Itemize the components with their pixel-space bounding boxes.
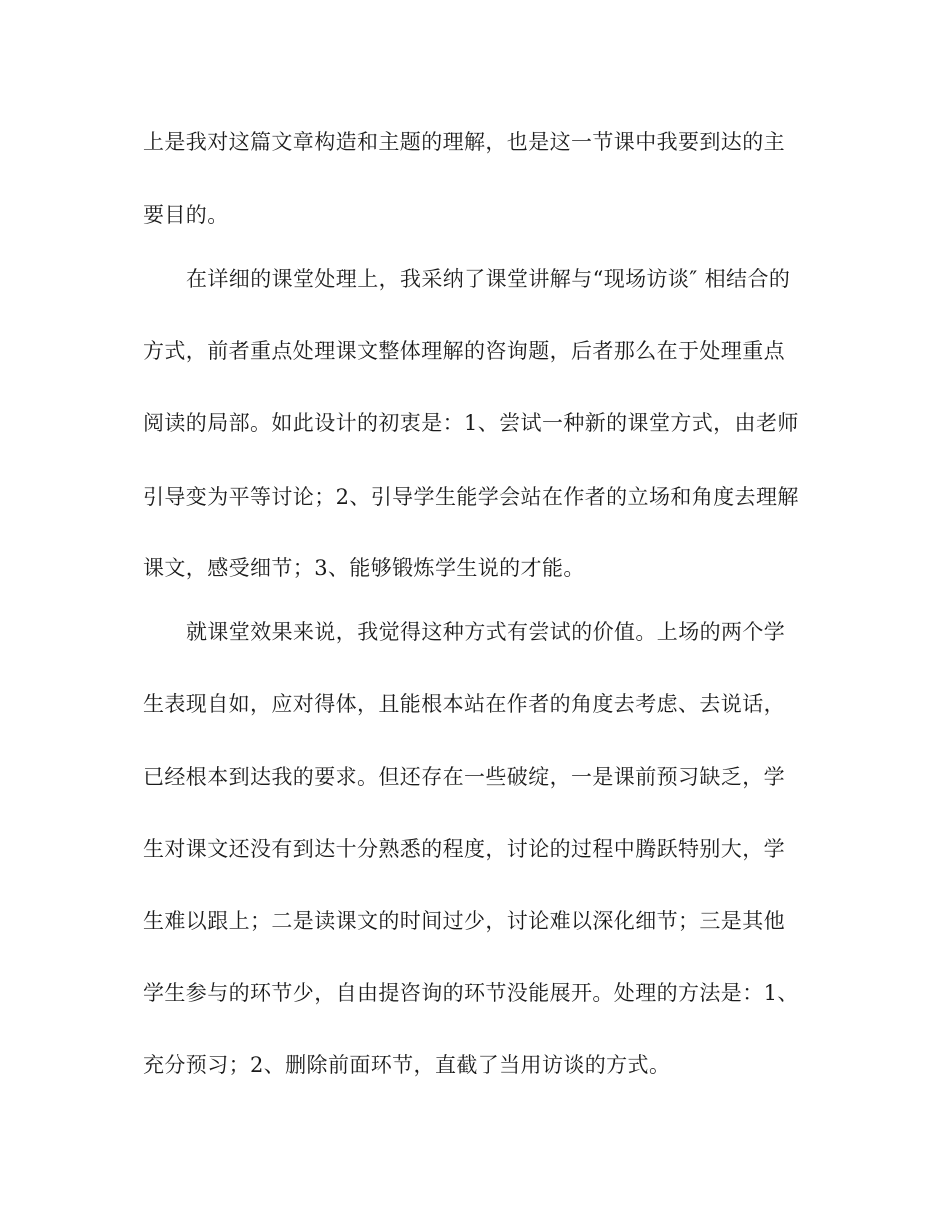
paragraph-3-line-2: 生表现自如，应对得体，且能根本站在作者的角度去考虑、去说话， (143, 692, 785, 716)
paragraph-3-line-1: 就课堂效果来说，我觉得这种方式有尝试的价值。上场的两个学 (186, 620, 786, 644)
paragraph-3-line-7: 充分预习；2、删除前面环节，直截了当用访谈的方式。 (143, 1053, 671, 1077)
paragraph-3-line-5: 生难以跟上；二是读课文的时间过少，讨论难以深化细节；三是其他 (143, 909, 785, 933)
text-line-1: 上是我对这篇文章构造和主题的理解，也是这一节课中我要到达的主 (143, 130, 785, 154)
text-line-2: 要目的。 (143, 203, 229, 227)
paragraph-2-line-4: 引导变为平等讨论；2、引导学生能学会站在作者的立场和角度去理解 (143, 485, 799, 509)
paragraph-2-line-2: 方式，前者重点处理课文整体理解的咨询题，后者那么在于处理重点 (143, 339, 785, 363)
paragraph-2-line-5: 课文，感受细节；3、能够锻炼学生说的才能。 (143, 556, 585, 580)
paragraph-3-line-4: 生对课文还没有到达十分熟悉的程度，讨论的过程中腾跃特别大，学 (143, 837, 785, 861)
paragraph-3-line-3: 已经根本到达我的要求。但还存在一些破绽，一是课前预习缺乏，学 (143, 765, 785, 789)
paragraph-3-line-6: 学生参与的环节少，自由提咨询的环节没能展开。处理的方法是：1、 (143, 981, 799, 1005)
paragraph-2-line-3: 阅读的局部。如此设计的初衷是：1、尝试一种新的课堂方式，由老师 (143, 411, 799, 435)
paragraph-2-line-1: 在详细的课堂处理上，我采纳了课堂讲解与“现场访谈″ 相结合的 (186, 267, 791, 291)
